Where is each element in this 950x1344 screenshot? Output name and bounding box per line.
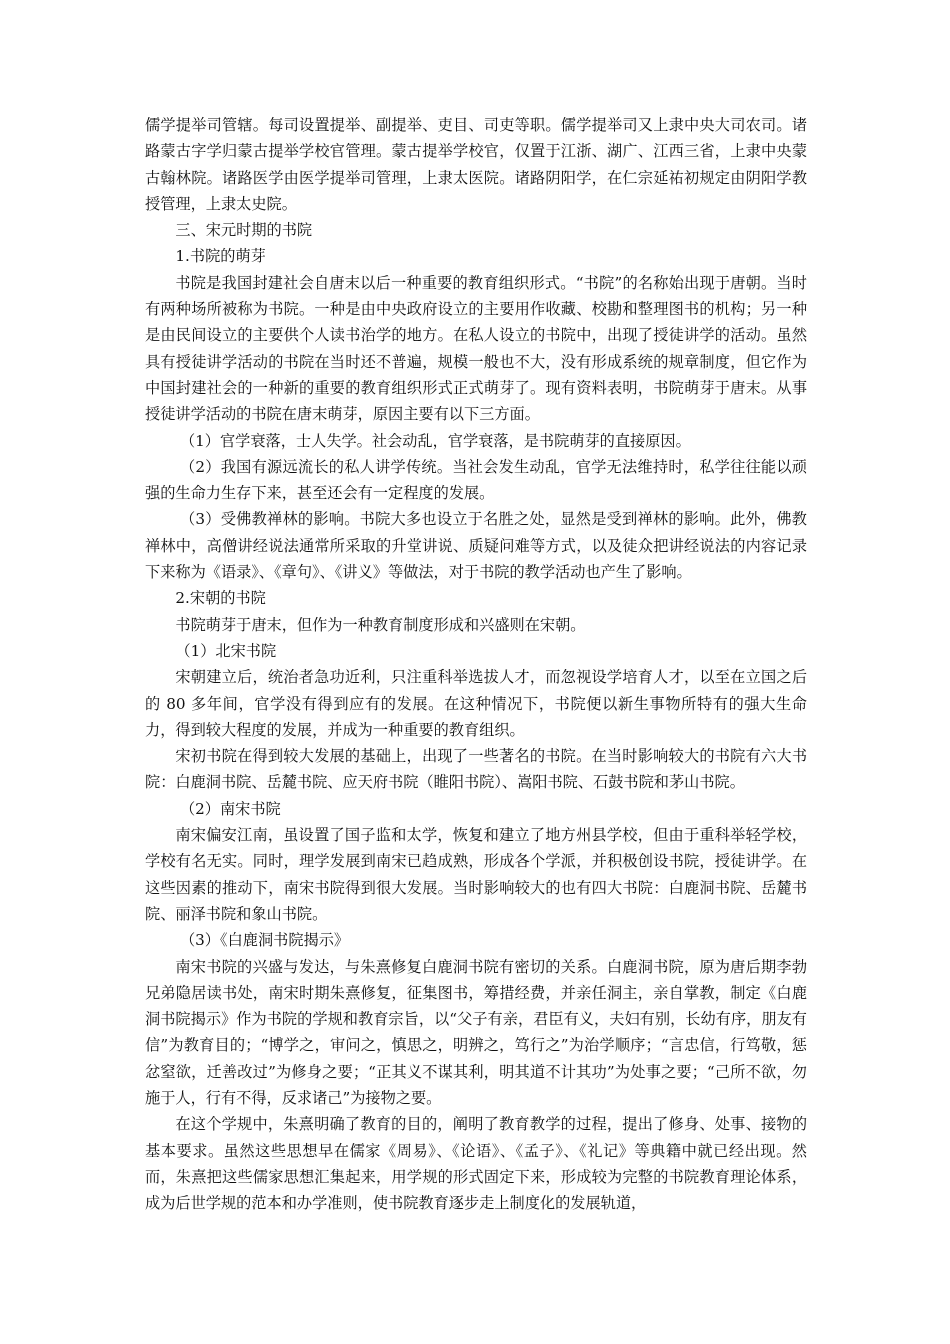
- list-item-reason-1: （1）官学衰落，士人失学。社会动乱，官学衰落，是书院萌芽的直接原因。: [179, 431, 691, 450]
- paragraph-bailudong-rules: 南宋书院的兴盛与发达，与朱熹修复白鹿洞书院有密切的关系。白鹿洞书院，原为唐后期李勃兄弟隐居读书处，南宋时期朱熹修复，征集图书，筹措经费，并亲任洞主，亲自掌教，制定《白鹿洞书院揭示》作为书院的学规和教育宗旨，以“父子有亲，君臣有义，夫妇有别，长幼有序，朋友有信”为教育目的；“博学之，审问之，慎思之，明辨之，笃行之”为治学顺序；“言忠信，行笃敬，惩忿窒欲，迁善改过”为修身之要；“正其义不谋其利，明其道不计其功”为处事之要；“己所不欲，勿施于人，行有不得，反求诸己”为接物之要。: [145, 957, 807, 1107]
- paragraph-song-academies-intro: 书院萌芽于唐末，但作为一种教育制度形成和兴盛则在宋朝。: [175, 615, 586, 634]
- subheading-song-academies: 2.宋朝的书院: [175, 589, 266, 608]
- paragraph-northern-song-1: 宋朝建立后，统治者急功近利，只注重科举选拔人才，而忽视设学培育人才，以至在立国之后的 80 多年间，官学没有得到应有的发展。在这种情况下，书院便以新生事物所特有的强大生命力，得到较大程度的发展，并成为一种重要的教育组织。: [145, 668, 807, 739]
- paragraph-yuan-provincial-schools: 儒学提举司管辖。每司设置提举、副提举、吏目、司吏等职。儒学提举司又上隶中央大司农司。诸路蒙古字学归蒙古提举学校官管理。蒙古提举学校官，仅置于江浙、湖广、江西三省，上隶中央蒙古翰林院。诸路医学由医学提举司管理，上隶太医院。诸路阴阳学，在仁宗延祐初规定由阴阳学教授管理，上隶太史院。: [145, 116, 807, 213]
- subheading-northern-song: （1）北宋书院: [175, 641, 277, 660]
- subheading-academy-origins: 1.书院的萌芽: [175, 247, 266, 266]
- list-item-reason-2: （2）我国有源远流长的私人讲学传统。当社会发生动乱，官学无法维持时，私学往往能以顽强的生命力生存下来，甚至还会有一定程度的发展。: [145, 457, 807, 503]
- list-item-reason-3: （3）受佛教禅林的影响。书院大多也设立于名胜之处，显然是受到禅林的影响。此外，佛教禅林中，高僧讲经说法通常所采取的升堂讲说、质疑问难等方式，以及徒众把讲经说法的内容记录下来称为《语录》、《章句》、《讲义》等做法，对于书院的教学活动也产生了影响。: [145, 510, 807, 582]
- paragraph-academy-origins: 书院是我国封建社会自唐末以后一种重要的教育组织形式。“书院”的名称始出现于唐朝。当时有两种场所被称为书院。一种是由中央政府设立的主要用作收藏、校勘和整理图书的机构；另一种是由民间设立的主要供个人读书治学的地方。在私人设立的书院中，出现了授徒讲学的活动。虽然具有授徒讲学活动的书院在当时还不普遍，规模一般也不大，没有形成系统的规章制度，但它作为中国封建社会的一种新的重要的教育组织形式正式萌芽了。现有资料表明，书院萌芽于唐末。从事授徒讲学活动的书院在唐末萌芽，原因主要有以下三方面。: [145, 273, 807, 424]
- section-heading-song-yuan-academies: 三、宋元时期的书院: [175, 221, 313, 240]
- paragraph-zhu-xi-significance: 在这个学规中，朱熹明确了教育的目的，阐明了教育教学的过程，提出了修身、处事、接物的基本要求。虽然这些思想早在儒家《周易》、《论语》、《孟子》、《礼记》等典籍中就已经出现。然而，朱熹把这些儒家思想汇集起来，用学规的形式固定下来，形成较为完整的书院教育理论体系，成为后世学规的范本和办学准则，使书院教育逐步走上制度化的发展轨道，: [145, 1115, 807, 1213]
- paragraph-southern-song: 南宋偏安江南，虽设置了国子监和太学，恢复和建立了地方州县学校，但由于重科举轻学校，学校有名无实。同时，理学发展到南宋已趋成熟，形成各个学派，并积极创设书院，授徒讲学。在这些因素的推动下，南宋书院得到很大发展。当时影响较大的也有四大书院：白鹿洞书院、岳麓书院、丽泽书院和象山书院。: [145, 826, 807, 923]
- subheading-bailudong-rules: （3）《白鹿洞书院揭示》: [179, 931, 350, 950]
- subheading-southern-song: （2）南宋书院: [179, 799, 281, 818]
- document-page: [145, 112, 807, 1216]
- paragraph-northern-song-2: 宋初书院在得到较大发展的基础上，出现了一些著名的书院。在当时影响较大的书院有六大书院：白鹿洞书院、岳麓书院、应天府书院（睢阳书院）、嵩阳书院、石鼓书院和茅山书院。: [145, 747, 807, 792]
